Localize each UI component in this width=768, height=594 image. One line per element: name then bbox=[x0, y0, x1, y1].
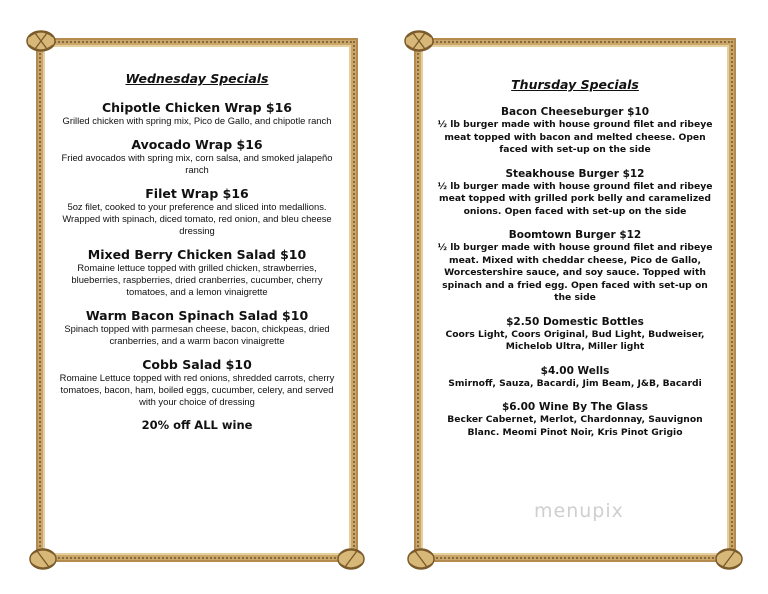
thursday-content bbox=[435, 65, 715, 450]
wine-discount-note: 20% off ALL wine bbox=[141, 418, 253, 432]
item-name: Avocado Wrap $16 bbox=[131, 137, 263, 152]
menu-item bbox=[435, 168, 715, 219]
menu-item bbox=[435, 316, 715, 354]
item-description: Grilled chicken with spring mix, Pico de Gallo, and chipotle ranch bbox=[62, 115, 332, 126]
item-description: ½ lb burger made with house ground filet and ribeye meat topped with bacon and melted cheese. Open faced with set-up on the side bbox=[437, 119, 713, 155]
rope-knot-icon bbox=[399, 23, 439, 59]
rope-knot-icon bbox=[21, 23, 61, 59]
menu-item bbox=[435, 401, 715, 439]
menu-item bbox=[57, 100, 337, 127]
rope-knot-icon bbox=[23, 541, 63, 577]
menu-item bbox=[57, 357, 337, 408]
item-description: Fried avocados with spring mix, corn salsa, and smoked jalapeño ranch bbox=[61, 152, 333, 175]
item-description: 5oz filet, cooked to your preference and sliced into medallions. Wrapped with spinach, diced tomato, red onion, and bleu cheese dressing bbox=[62, 201, 332, 236]
menu-item bbox=[57, 137, 337, 176]
rope-knot-icon bbox=[401, 541, 441, 577]
watermark: menupix bbox=[534, 500, 624, 522]
thursday-menu-panel bbox=[416, 40, 734, 560]
item-name: Warm Bacon Spinach Salad $10 bbox=[85, 308, 309, 323]
menu-item bbox=[57, 186, 337, 237]
rope-knot-icon bbox=[709, 541, 749, 577]
item-name: Cobb Salad $10 bbox=[142, 357, 252, 372]
item-name: $6.00 Wine By The Glass bbox=[501, 401, 649, 413]
item-description: Becker Cabernet, Merlot, Chardonnay, Sauvignon Blanc. Meomi Pinot Noir, Kris Pinot Grigio bbox=[447, 414, 703, 438]
section-title: Wednesday Specials bbox=[125, 71, 269, 86]
menu-item bbox=[435, 365, 715, 391]
item-name: Chipotle Chicken Wrap $16 bbox=[101, 100, 292, 115]
item-description: Coors Light, Coors Original, Bud Light, Budweiser, Michelob Ultra, Miller light bbox=[445, 328, 705, 352]
item-name: Steakhouse Burger $12 bbox=[505, 167, 645, 180]
item-description: Romaine lettuce topped with grilled chicken, strawberries, blueberries, raspberries, dried cranberries, cucumber, cherry tomatoes, and a lemon vinaigrette bbox=[71, 262, 323, 297]
item-name: $4.00 Wells bbox=[540, 364, 610, 377]
menu-item bbox=[57, 247, 337, 298]
item-description: ½ lb burger made with house ground filet and ribeye meat topped with grilled pork belly and caramelized onions. Open faced with set-up on the side bbox=[437, 180, 713, 217]
wednesday-menu-panel bbox=[38, 40, 356, 560]
item-name: Filet Wrap $16 bbox=[145, 186, 249, 201]
item-name: $2.50 Domestic Bottles bbox=[506, 315, 644, 328]
item-name: Mixed Berry Chicken Salad $10 bbox=[87, 247, 307, 262]
item-description: Spinach topped with parmesan cheese, bacon, chickpeas, dried cranberries, and a warm bacon vinaigrette bbox=[64, 323, 330, 346]
item-name: Bacon Cheeseburger $10 bbox=[500, 106, 649, 118]
menu-item bbox=[435, 229, 715, 305]
item-name: Boomtown Burger $12 bbox=[508, 229, 642, 241]
wednesday-content bbox=[57, 65, 337, 432]
rope-knot-icon bbox=[331, 541, 371, 577]
item-description: ½ lb burger made with house ground filet and ribeye meat. Mixed with cheddar cheese, Pico de Gallo, Worcestershire sauce, and soy sauce. Topped with spinach and a fried egg. Open faced with set-up on the side bbox=[437, 242, 713, 303]
menu-item bbox=[57, 308, 337, 347]
item-description: Smirnoff, Sauza, Bacardi, Jim Beam, J&B, Bacardi bbox=[448, 377, 702, 389]
menu-item bbox=[435, 106, 715, 157]
section-title: Thursday Specials bbox=[511, 77, 639, 92]
item-description: Romaine Lettuce topped with red onions, shredded carrots, cherry tomatoes, bacon, ham, boiled eggs, cucumber, celery, and served with your choice of dressing bbox=[59, 372, 335, 407]
